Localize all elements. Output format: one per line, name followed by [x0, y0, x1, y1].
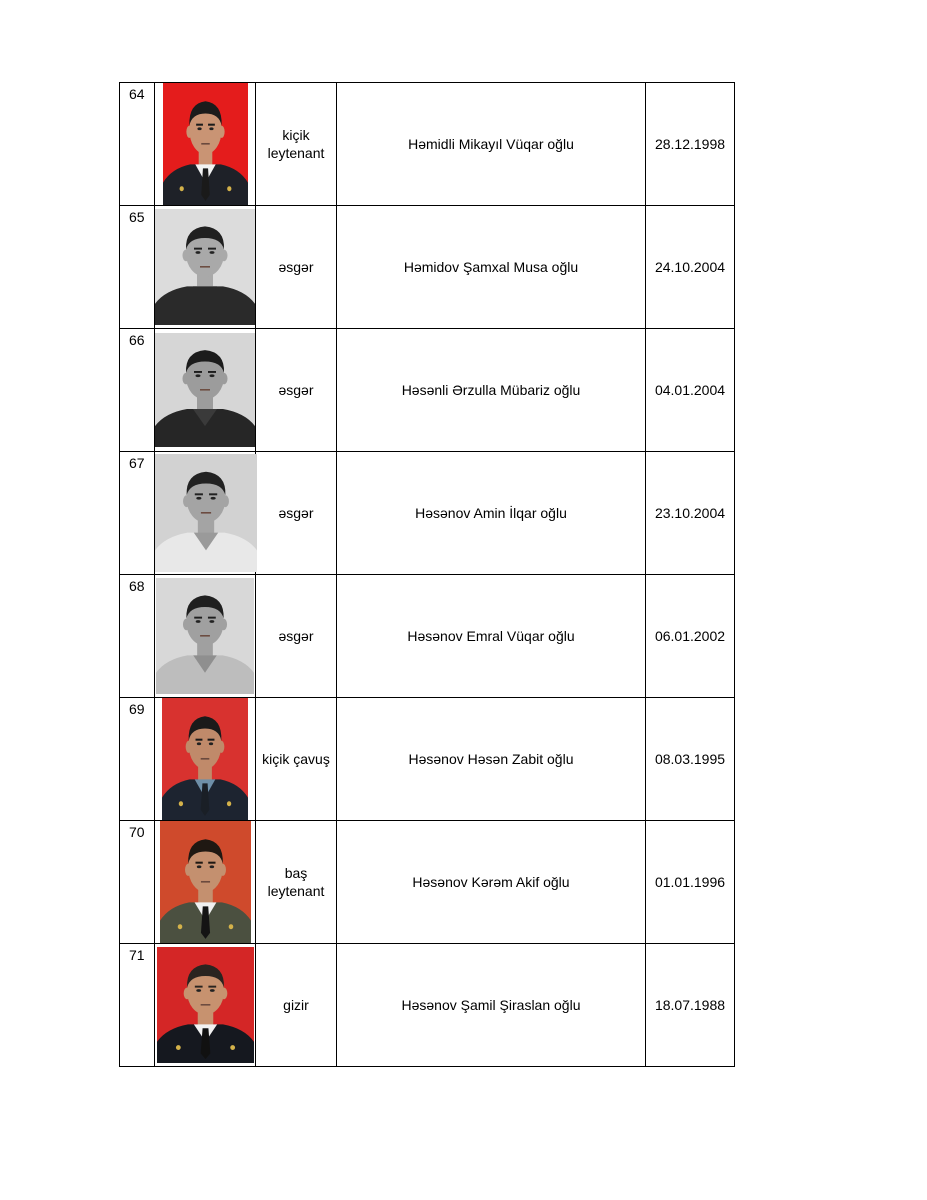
row-number: 66	[120, 329, 155, 452]
row-number: 70	[120, 821, 155, 944]
birth-date-cell: 24.10.2004	[646, 206, 735, 329]
table-row	[120, 329, 735, 452]
full-name-cell: Həsənov Kərəm Akif oğlu	[337, 821, 646, 944]
portrait-photo	[155, 333, 255, 447]
portrait-photo	[163, 83, 248, 205]
portrait-photo	[156, 578, 254, 694]
row-number: 64	[120, 83, 155, 206]
table-row	[120, 944, 735, 1067]
portrait-photo	[155, 209, 255, 325]
rank-cell: baş leytenant	[256, 821, 337, 944]
row-number: 65	[120, 206, 155, 329]
roster-body	[120, 83, 735, 1067]
rank-cell: əsgər	[256, 206, 337, 329]
birth-date-cell: 01.01.1996	[646, 821, 735, 944]
photo-cell	[155, 698, 256, 821]
full-name-cell: Həsənov Emral Vüqar oğlu	[337, 575, 646, 698]
photo-cell	[155, 452, 256, 575]
rank-cell: əsgər	[256, 575, 337, 698]
photo-cell	[155, 206, 256, 329]
rank-cell: əsgər	[256, 329, 337, 452]
full-name-cell: Həmidov Şamxal Musa oğlu	[337, 206, 646, 329]
table-row	[120, 83, 735, 206]
full-name-cell: Həmidli Mikayıl Vüqar oğlu	[337, 83, 646, 206]
birth-date-cell: 06.01.2002	[646, 575, 735, 698]
photo-cell	[155, 329, 256, 452]
birth-date-cell: 23.10.2004	[646, 452, 735, 575]
portrait-photo	[157, 947, 254, 1063]
photo-cell	[155, 575, 256, 698]
table-row	[120, 206, 735, 329]
table-row	[120, 698, 735, 821]
row-number: 67	[120, 452, 155, 575]
table-row	[120, 821, 735, 944]
portrait-photo	[155, 454, 257, 572]
row-number: 71	[120, 944, 155, 1067]
birth-date-cell: 18.07.1988	[646, 944, 735, 1067]
photo-cell	[155, 83, 256, 206]
table-row	[120, 452, 735, 575]
soldier-roster-table	[119, 82, 735, 1067]
portrait-photo	[160, 821, 251, 943]
full-name-cell: Həsənov Həsən Zabit oğlu	[337, 698, 646, 821]
rank-cell: əsgər	[256, 452, 337, 575]
rank-cell: kiçik çavuş	[256, 698, 337, 821]
full-name-cell: Həsənov Şamil Şiraslan oğlu	[337, 944, 646, 1067]
photo-cell	[155, 821, 256, 944]
photo-cell	[155, 944, 256, 1067]
rank-cell: gizir	[256, 944, 337, 1067]
full-name-cell: Həsənli Ərzulla Mübariz oğlu	[337, 329, 646, 452]
portrait-photo	[162, 698, 248, 820]
table-row	[120, 575, 735, 698]
birth-date-cell: 28.12.1998	[646, 83, 735, 206]
birth-date-cell: 04.01.2004	[646, 329, 735, 452]
row-number: 69	[120, 698, 155, 821]
birth-date-cell: 08.03.1995	[646, 698, 735, 821]
full-name-cell: Həsənov Amin İlqar oğlu	[337, 452, 646, 575]
rank-cell: kiçik leytenant	[256, 83, 337, 206]
row-number: 68	[120, 575, 155, 698]
